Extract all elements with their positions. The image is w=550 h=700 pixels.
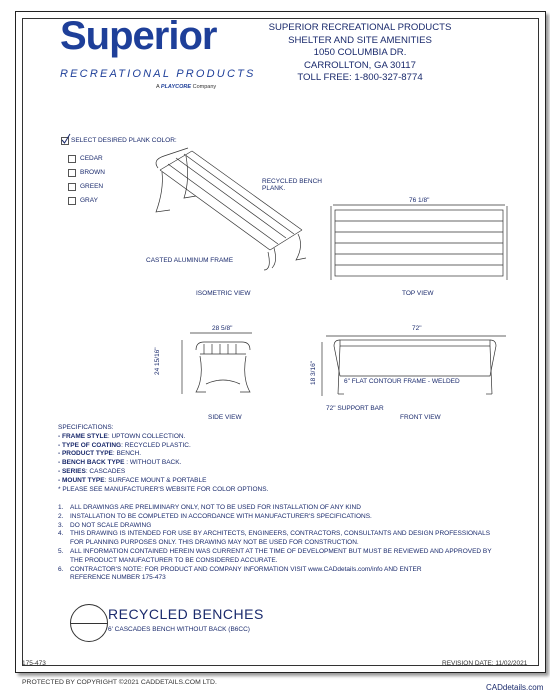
option-gray: GRAY	[80, 197, 98, 204]
spec-item	[58, 468, 268, 477]
caddetails-link[interactable]: CADdetails.com	[486, 683, 544, 692]
copyright: PROTECTED BY COPYRIGHT ©2021 CADDETAILS.COM LTD.	[22, 679, 217, 686]
dimension-side-width: 28 5/8"	[212, 325, 233, 332]
company-prefix: A	[156, 84, 160, 90]
option-cedar: CEDAR	[80, 155, 103, 162]
note-number	[58, 574, 70, 583]
spec-key: - PRODUCT TYPE	[58, 450, 113, 458]
label-recycled-plank-line2: PLANK.	[262, 185, 286, 192]
reference-number: 175-473	[22, 660, 46, 667]
spec-heading: SPECIFICATIONS:	[58, 424, 114, 431]
option-green: GREEN	[80, 183, 104, 190]
note-row	[58, 522, 498, 531]
note-number: 6.	[58, 565, 64, 573]
company-brand: PLAYCORE	[160, 84, 192, 90]
label-support-bar: 72" SUPPORT BAR	[326, 405, 384, 412]
address-line: TOLL FREE: 1-800-327-8774	[297, 72, 423, 84]
note-number	[58, 539, 70, 548]
brand-tagline: RECREATIONAL PRODUCTS	[60, 68, 256, 80]
note-row	[58, 548, 498, 557]
note-text: ALL DRAWINGS ARE PRELIMINARY ONLY, NOT TO BE USED FOR INSTALLATION OF ANY KIND	[70, 504, 361, 511]
spec-item	[58, 433, 268, 442]
dimension-top-width: 76 1/8"	[409, 197, 430, 204]
note-row	[58, 574, 498, 583]
company-suffix: Company	[192, 84, 217, 90]
note-row	[58, 513, 498, 522]
note-text: THIS DRAWING IS INTENDED FOR USE BY ARCHITECTS, ENGINEERS, CONTRACTORS, CONSULTANTS AND DESIGN PROFESSIONALS	[70, 530, 491, 538]
label-recycled-plank-line1: RECYCLED BENCH	[262, 178, 322, 185]
dimension-front-width: 72"	[412, 325, 422, 332]
note-text: THE PRODUCT MANUFACTURER TO BE CONSIDERED ACCURATE.	[70, 556, 278, 564]
detail-symbol	[70, 604, 108, 642]
spec-value: : WITHOUT BACK.	[124, 459, 182, 467]
note-text: INSTALLATION TO BE COMPLETED IN ACCORDANCE WITH MANUFACTURER'S SPECIFICATIONS.	[70, 512, 372, 520]
address-line: CARROLLTON, GA 30117	[304, 59, 416, 71]
label-recycled-plank	[262, 178, 322, 192]
spec-note: * PLEASE SEE MANUFACTURER'S WEBSITE FOR COLOR OPTIONS.	[58, 485, 269, 493]
specifications	[58, 424, 268, 494]
note-number: 2.	[58, 512, 64, 520]
note-row	[58, 504, 498, 513]
dimension-side-height: 24 15/16"	[154, 347, 161, 375]
spec-key: - BENCH BACK TYPE	[58, 459, 125, 467]
spec-value: : BENCH.	[112, 450, 142, 458]
spec-item	[58, 459, 268, 468]
spec-value: : UPTOWN COLLECTION.	[107, 432, 186, 440]
spec-value: : RECYCLED PLASTIC.	[121, 441, 191, 449]
isometric-view-drawing	[150, 150, 310, 270]
note-row	[58, 557, 498, 566]
label-isometric-view: ISOMETRIC VIEW	[196, 290, 251, 297]
checkmark-icon	[61, 134, 71, 144]
drawing-title: RECYCLED BENCHES	[108, 606, 264, 622]
note-text: DO NOT SCALE DRAWING	[70, 521, 152, 529]
general-notes	[58, 504, 498, 583]
spec-key: - FRAME STYLE	[58, 432, 108, 440]
spec-key: - TYPE OF COATING	[58, 441, 122, 449]
spec-item	[58, 450, 268, 459]
label-front-view: FRONT VIEW	[400, 414, 441, 421]
spec-value: : SURFACE MOUNT & PORTABLE	[104, 476, 207, 484]
address-line: SHELTER AND SITE AMENITIES	[288, 34, 432, 46]
checkbox-brown[interactable]	[68, 169, 76, 177]
note-number: 1.	[58, 504, 64, 511]
checkbox-cedar[interactable]	[68, 155, 76, 163]
label-top-view: TOP VIEW	[402, 290, 434, 297]
label-flat-frame: 6" FLAT CONTOUR FRAME - WELDED	[344, 378, 460, 385]
spec-key: - SERIES	[58, 467, 86, 475]
label-casted-frame: CASTED ALUMINUM FRAME	[146, 257, 234, 264]
drawing-subtitle: 6' CASCADES BENCH WITHOUT BACK (B6CC)	[108, 626, 250, 633]
spec-value: : CASCADES	[85, 467, 126, 475]
side-view-dimension-lines	[180, 330, 260, 410]
note-text: FOR PLANNING PURPOSES ONLY. THIS DRAWING MAY NOT BE USED FOR CONSTRUCTION.	[70, 539, 359, 547]
option-brown: BROWN	[80, 169, 105, 176]
note-number: 4.	[58, 530, 64, 538]
note-row	[58, 566, 498, 575]
label-side-view: SIDE VIEW	[208, 414, 242, 421]
spec-key: - MOUNT TYPE	[58, 476, 105, 484]
dimension-front-height: 18 3/16"	[310, 361, 317, 385]
checkbox-green[interactable]	[68, 183, 76, 191]
note-row	[58, 539, 498, 548]
plank-color-heading-checkbox[interactable]	[61, 137, 69, 145]
address-line: SUPERIOR RECREATIONAL PRODUCTS	[268, 22, 452, 33]
brand-company	[156, 84, 216, 90]
note-row	[58, 530, 498, 539]
top-view-drawing	[335, 210, 505, 280]
note-text: REFERENCE NUMBER 175-473	[70, 574, 166, 582]
note-text: ALL INFORMATION CONTAINED HEREIN WAS CURRENT AT THE TIME OF DEVELOPMENT BUT MUST BE REVIEWED AND APPROVED BY	[70, 547, 492, 555]
note-number	[58, 557, 70, 566]
address-line: 1050 COLUMBIA DR.	[313, 47, 407, 59]
revision-date: REVISION DATE: 11/02/2021	[442, 660, 528, 667]
spec-item	[58, 477, 268, 486]
brand-logo: Superior	[60, 14, 217, 58]
spec-item	[58, 442, 268, 451]
note-text: CONTRACTOR'S NOTE: FOR PRODUCT AND COMPANY INFORMATION VISIT www.CADdetails.com/info AND ENTER	[70, 565, 422, 573]
plank-color-heading: SELECT DESIRED PLANK COLOR:	[71, 137, 177, 144]
checkbox-gray[interactable]	[68, 197, 76, 205]
company-address	[245, 22, 475, 85]
front-view-drawing	[326, 336, 516, 406]
note-number: 5.	[58, 547, 64, 555]
note-number: 3.	[58, 521, 64, 529]
